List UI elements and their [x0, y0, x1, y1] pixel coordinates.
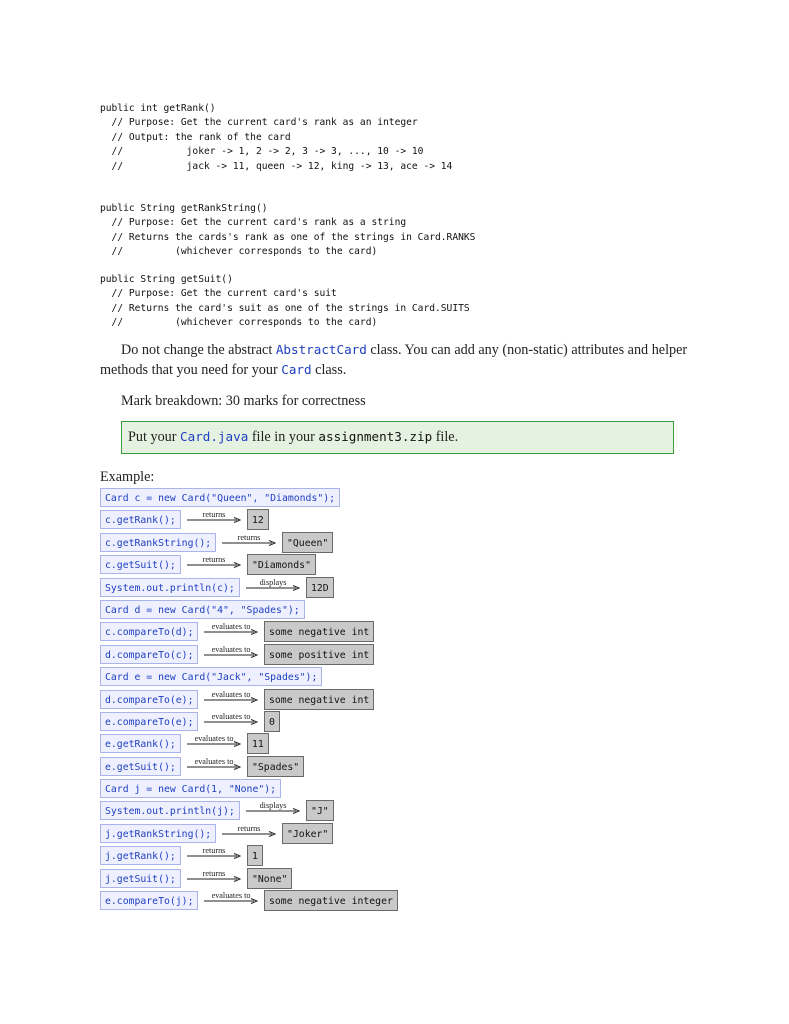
example-row — [100, 599, 420, 621]
example-row — [100, 532, 420, 554]
example-row — [100, 509, 420, 531]
right-arrow-icon — [204, 652, 258, 658]
arrow-annotation — [244, 577, 302, 599]
arrow-annotation — [244, 800, 302, 822]
code-line: // Returns the card's suit as one of the strings in Card.SUITS — [100, 302, 470, 314]
example-row — [100, 577, 420, 599]
example-code: Card c = new Card("Queen", "Diamonds"); — [100, 488, 340, 507]
example-result: 12 — [247, 509, 269, 530]
example-heading: Example: — [100, 469, 155, 485]
code-line: // jack -> 11, queen -> 12, king -> 13, ace -> 14 — [100, 160, 453, 172]
arrow-label: returns — [202, 868, 226, 878]
example-code: d.compareTo(c); — [100, 645, 198, 664]
example-row — [100, 756, 420, 778]
example-result: "Diamonds" — [247, 554, 316, 575]
example-row — [100, 845, 420, 867]
right-arrow-icon — [187, 764, 241, 770]
para-text: Do not change the abstract — [121, 342, 276, 358]
right-arrow-icon — [187, 853, 241, 859]
instructions-paragraph — [100, 340, 710, 380]
example-row — [100, 554, 420, 576]
getrankstring-signature-block — [100, 202, 475, 260]
code-line: // joker -> 1, 2 -> 2, 3 -> 3, ..., 10 -> 10 — [100, 146, 424, 158]
arrow-annotation — [202, 644, 260, 666]
example-code: c.compareTo(d); — [100, 622, 198, 641]
example-code: d.compareTo(e); — [100, 690, 198, 709]
arrow-label: evaluates to — [211, 689, 251, 699]
example-row — [100, 689, 420, 711]
example-result: 1 — [247, 845, 263, 866]
example-row — [100, 890, 420, 912]
example-row — [100, 823, 420, 845]
arrow-annotation — [185, 554, 243, 576]
arrow-annotation — [202, 711, 260, 733]
example-row — [100, 711, 420, 733]
code-line: // Purpose: Get the current card's rank as a string — [100, 217, 407, 229]
code-line: // (whichever corresponds to the card) — [100, 317, 378, 329]
example-result: 12D — [306, 577, 334, 598]
example-code: e.compareTo(j); — [100, 891, 198, 910]
example-code: j.getRank(); — [100, 846, 181, 865]
arrow-label: returns — [202, 555, 226, 565]
right-arrow-icon — [222, 540, 276, 546]
code-line: // Output: the rank of the card — [100, 131, 291, 143]
arrow-annotation — [202, 890, 260, 912]
arrow-label: displays — [259, 801, 287, 811]
card-java-filename: Card.java — [180, 429, 249, 444]
example-result: "Queen" — [282, 532, 333, 553]
card-keyword: Card — [281, 362, 312, 377]
example-result: 0 — [264, 711, 280, 732]
example-list — [100, 487, 420, 912]
arrow-annotation — [220, 532, 278, 554]
example-result: "Spades" — [247, 756, 304, 777]
example-code: e.getSuit(); — [100, 757, 181, 776]
example-code: System.out.println(c); — [100, 578, 240, 597]
example-code: j.getSuit(); — [100, 869, 181, 888]
example-row — [100, 644, 420, 666]
code-line: // Purpose: Get the current card's suit — [100, 288, 337, 300]
arrow-annotation — [185, 756, 243, 778]
example-code: Card d = new Card("4", "Spades"); — [100, 600, 305, 619]
right-arrow-icon — [204, 629, 258, 635]
example-code: e.compareTo(e); — [100, 712, 198, 731]
right-arrow-icon — [187, 741, 241, 747]
right-arrow-icon — [187, 517, 241, 523]
arrow-label: returns — [237, 532, 261, 542]
right-arrow-icon — [187, 876, 241, 882]
arrow-label: evaluates to — [211, 644, 251, 654]
example-row — [100, 868, 420, 890]
example-code: System.out.println(j); — [100, 801, 240, 820]
arrow-label: evaluates to — [194, 756, 234, 766]
right-arrow-icon — [204, 719, 258, 725]
para-text: class. — [311, 362, 347, 378]
example-code: Card j = new Card(1, "None"); — [100, 779, 281, 798]
example-code: Card e = new Card("Jack", "Spades"); — [100, 667, 322, 686]
arrow-label: displays — [259, 577, 287, 587]
arrow-annotation — [185, 509, 243, 531]
right-arrow-icon — [204, 697, 258, 703]
code-line: public int getRank() — [100, 103, 216, 114]
arrow-label: evaluates to — [211, 622, 251, 632]
example-row — [100, 778, 420, 800]
example-row — [100, 733, 420, 755]
arrow-annotation — [185, 845, 243, 867]
example-result: "Joker" — [282, 823, 333, 844]
right-arrow-icon — [187, 562, 241, 568]
getsuit-signature-block — [100, 273, 470, 331]
right-arrow-icon — [204, 898, 258, 904]
abstractcard-keyword: AbstractCard — [275, 342, 367, 357]
example-result: "J" — [306, 800, 334, 821]
submission-note-box — [121, 421, 674, 454]
arrow-annotation — [202, 689, 260, 711]
arrow-annotation — [220, 823, 278, 845]
example-result: some positive int — [264, 644, 374, 665]
mark-breakdown: Mark breakdown: 30 marks for correctness — [121, 393, 366, 409]
para-text: class. You can add any (non-static) attributes and helper methods that you need for your — [100, 342, 688, 378]
code-line: // Purpose: Get the current card's rank as an integer — [100, 117, 418, 129]
arrow-annotation — [185, 733, 243, 755]
example-code: j.getRankString(); — [100, 824, 216, 843]
example-row — [100, 487, 420, 509]
arrow-label: returns — [202, 846, 226, 856]
example-result: some negative integer — [264, 890, 398, 911]
getrank-signature-block — [100, 102, 452, 174]
example-code: e.getRank(); — [100, 734, 181, 753]
arrow-annotation — [202, 621, 260, 643]
example-result: some negative int — [264, 621, 374, 642]
example-code: c.getRankString(); — [100, 533, 216, 552]
arrow-annotation — [185, 868, 243, 890]
right-arrow-icon — [222, 831, 276, 837]
example-result: 11 — [247, 733, 269, 754]
example-code: c.getRank(); — [100, 510, 181, 529]
example-code: c.getSuit(); — [100, 555, 181, 574]
code-line: public String getRankString() — [100, 203, 268, 214]
code-line: // Returns the cards's rank as one of the strings in Card.RANKS — [100, 231, 476, 243]
arrow-label: returns — [237, 823, 261, 833]
example-result: some negative int — [264, 689, 374, 710]
example-row — [100, 666, 420, 688]
arrow-label: evaluates to — [211, 711, 251, 721]
arrow-label: returns — [202, 510, 226, 520]
arrow-label: evaluates to — [211, 891, 251, 901]
arrow-label: evaluates to — [194, 734, 234, 744]
code-line: // (whichever corresponds to the card) — [100, 246, 378, 258]
example-row — [100, 800, 420, 822]
zip-filename: assignment3.zip — [318, 429, 433, 444]
example-result: "None" — [247, 868, 292, 889]
right-arrow-icon — [246, 585, 300, 591]
note-text: Put your Card.java file in your assignment3.zip file. — [128, 429, 459, 445]
right-arrow-icon — [246, 808, 300, 814]
code-line: public String getSuit() — [100, 274, 233, 285]
example-row — [100, 621, 420, 643]
